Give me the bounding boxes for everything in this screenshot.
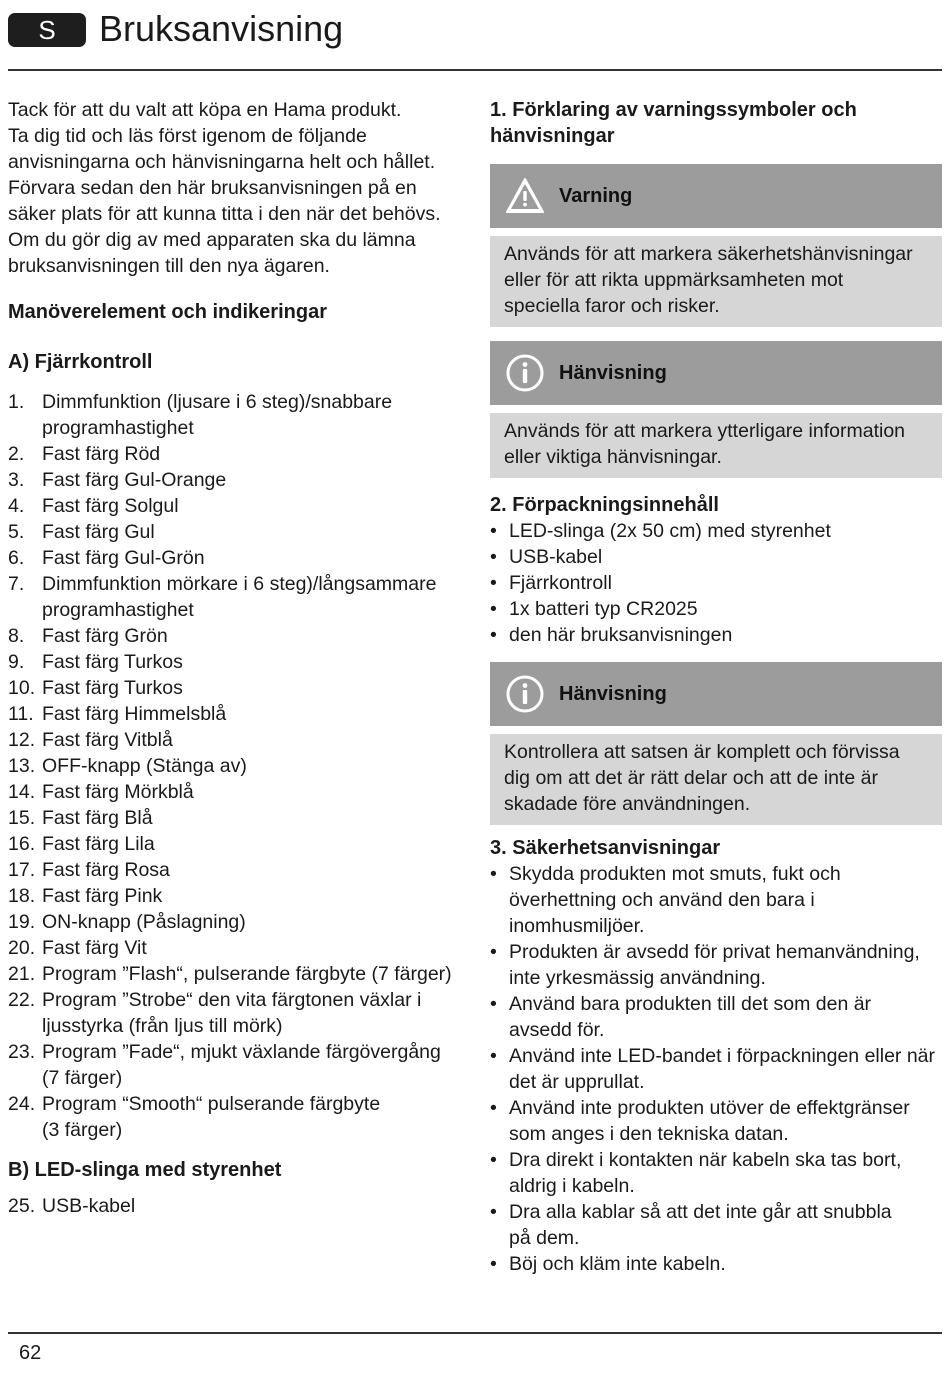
bullet-text-line: som anges i den tekniska datan. [509, 1123, 789, 1145]
bullet-text [509, 939, 942, 991]
item-text [42, 389, 463, 441]
item-text-line: Fast färg Röd [42, 443, 161, 465]
item-number: 7. [8, 573, 25, 595]
item-text-line: programhastighet [42, 599, 194, 621]
bullet-item [490, 939, 942, 991]
bullet-item [490, 1147, 942, 1199]
item-text-line: Fast färg Turkos [42, 677, 183, 699]
intro-paragraph [8, 97, 463, 279]
item-number: 9. [8, 651, 25, 673]
section1-heading-line: 1. Förklaring av varningssymboler och [490, 99, 857, 121]
bullet-text-line: Fjärrkontroll [509, 572, 612, 594]
bullet-text-line: Skydda produkten mot smuts, fukt och [509, 863, 841, 885]
item-text-line: Program “Smooth“ pulserande färgbyte [42, 1093, 381, 1115]
intro-line: Tack för att du valt att köpa en Hama produkt. [8, 99, 402, 121]
controls-heading: Manöverelement och indikeringar [8, 301, 327, 323]
left-column [8, 97, 463, 1219]
item-number: 20. [8, 937, 36, 959]
item-text [42, 519, 463, 545]
bullet-text [509, 1043, 942, 1095]
section1-heading [490, 97, 942, 149]
bullet-marker: • [490, 1149, 497, 1171]
warning-body [490, 236, 942, 327]
list-item [8, 961, 463, 987]
item-number: 25. [8, 1195, 36, 1217]
bullet-text [509, 1199, 942, 1251]
item-number: 2. [8, 443, 25, 465]
bullet-marker: • [490, 1045, 497, 1067]
bullet-text-line: aldrig i kabeln. [509, 1175, 635, 1197]
bullet-text-line: Dra direkt i kontakten när kabeln ska tas bort, [509, 1149, 902, 1171]
list-item [8, 493, 463, 519]
notice-line: eller viktiga hänvisningar. [504, 446, 722, 468]
item-number: 3. [8, 469, 25, 491]
item-text-line: OFF-knapp (Stänga av) [42, 755, 247, 777]
item-number: 16. [8, 833, 36, 855]
notice-line: Kontrollera att satsen är komplett och förvissa [504, 741, 900, 763]
bullet-text-line: den här bruksanvisningen [509, 624, 733, 646]
bullet-marker: • [490, 1201, 497, 1223]
item-text [42, 1193, 463, 1219]
item-text [42, 1091, 463, 1143]
item-number: 1. [8, 391, 25, 413]
remote-control-list [8, 389, 463, 1143]
led-heading: B) LED-slinga med styrenhet [8, 1159, 282, 1181]
intro-line: anvisningarna och hänvisningarna helt och hållet. [8, 151, 436, 173]
bullet-text-line: Använd inte LED-bandet i förpackningen eller när [509, 1045, 936, 1067]
bullet-item [490, 991, 942, 1043]
bullet-item [490, 518, 942, 544]
item-text-line: ljusstyrka (från ljus till mörk) [42, 1015, 283, 1037]
section1-heading-line: hänvisningar [490, 125, 615, 147]
list-item [8, 701, 463, 727]
intro-line: säker plats för att kunna titta i den när det behövs. [8, 203, 441, 225]
item-text-line: Dimmfunktion (ljusare i 6 steg)/snabbare [42, 391, 393, 413]
list-item [8, 389, 463, 441]
page-number: 62 [19, 1342, 42, 1364]
item-text [42, 909, 463, 935]
intro-line: Förvara sedan den här bruksanvisningen på en [8, 177, 417, 199]
bullet-text [509, 1251, 942, 1277]
item-text-line: Fast färg Pink [42, 885, 163, 907]
bullet-item [490, 544, 942, 570]
item-number: 13. [8, 755, 36, 777]
notice-title: Hänvisning [559, 682, 667, 705]
warning-triangle-icon [505, 176, 545, 216]
list-item [8, 467, 463, 493]
list-item [8, 1193, 463, 1219]
bullet-text [509, 1147, 942, 1199]
item-text-line: (3 färger) [42, 1119, 123, 1141]
bullet-text-line: på dem. [509, 1227, 580, 1249]
bullet-item [490, 596, 942, 622]
item-text [42, 987, 463, 1039]
item-text-line: Dimmfunktion mörkare i 6 steg)/långsammare [42, 573, 437, 595]
bullet-text [509, 861, 942, 939]
item-text [42, 571, 463, 623]
item-text-line: Fast färg Himmelsblå [42, 703, 227, 725]
bullet-marker: • [490, 520, 497, 542]
notice-title: Hänvisning [559, 361, 667, 384]
bullet-text [509, 991, 942, 1043]
info-icon [505, 674, 545, 714]
item-text [42, 961, 463, 987]
list-item [8, 441, 463, 467]
item-text [42, 935, 463, 961]
list-item [8, 753, 463, 779]
language-badge: S [8, 13, 86, 47]
bullet-marker: • [490, 624, 497, 646]
remote-heading: A) Fjärrkontroll [8, 351, 153, 373]
notice-body [490, 734, 942, 825]
warning-box [490, 164, 942, 327]
bullet-text-line: inomhusmiljöer. [509, 915, 645, 937]
list-item [8, 1091, 463, 1143]
warning-line: Används för att markera säkerhetshänvisningar [504, 243, 913, 265]
item-text [42, 779, 463, 805]
warning-header [490, 164, 942, 228]
bullet-item [490, 570, 942, 596]
bullet-item [490, 1043, 942, 1095]
item-text-line: Fast färg Gul-Grön [42, 547, 205, 569]
item-text [42, 753, 463, 779]
item-text-line: Fast färg Solgul [42, 495, 179, 517]
item-number: 5. [8, 521, 25, 543]
item-text-line: Fast färg Mörkblå [42, 781, 194, 803]
section3-heading: 3. Säkerhetsanvisningar [490, 837, 721, 859]
item-text [42, 805, 463, 831]
safety-instructions-list [490, 861, 942, 1277]
bullet-text-line: avsedd för. [509, 1019, 605, 1041]
bullet-text [509, 622, 942, 648]
item-text [42, 883, 463, 909]
item-number: 4. [8, 495, 25, 517]
item-text-line: Fast färg Lila [42, 833, 155, 855]
bullet-text-line: 1x batteri typ CR2025 [509, 598, 698, 620]
list-item [8, 1039, 463, 1091]
package-contents-list [490, 518, 942, 648]
item-number: 21. [8, 963, 36, 985]
bullet-text [509, 1095, 942, 1147]
notice-body [490, 413, 942, 478]
intro-line: Om du gör dig av med apparaten ska du lämna [8, 229, 416, 251]
footer-divider [8, 1332, 942, 1334]
bullet-text [509, 596, 942, 622]
item-number: 22. [8, 989, 36, 1011]
bullet-marker: • [490, 863, 497, 885]
info-icon [505, 353, 545, 393]
bullet-item [490, 1199, 942, 1251]
item-text-line: ON-knapp (Påslagning) [42, 911, 246, 933]
item-number: 17. [8, 859, 36, 881]
item-text-line: Fast färg Gul-Orange [42, 469, 227, 491]
item-text [42, 857, 463, 883]
warning-line: eller för att rikta uppmärksamheten mot [504, 269, 844, 291]
item-text-line: Fast färg Vitblå [42, 729, 173, 751]
bullet-text-line: USB-kabel [509, 546, 603, 568]
section2-heading: 2. Förpackningsinnehåll [490, 494, 719, 516]
item-text-line: (7 färger) [42, 1067, 123, 1089]
item-text [42, 623, 463, 649]
item-text-line: Fast färg Gul [42, 521, 155, 543]
list-item [8, 935, 463, 961]
bullet-text-line: det är upprullat. [509, 1071, 645, 1093]
header-divider [8, 69, 942, 71]
list-item [8, 987, 463, 1039]
bullet-text-line: LED-slinga (2x 50 cm) med styrenhet [509, 520, 831, 542]
list-item [8, 831, 463, 857]
bullet-text-line: Använd inte produkten utöver de effektgränser [509, 1097, 910, 1119]
list-item [8, 805, 463, 831]
item-text [42, 1039, 463, 1091]
page-header [8, 10, 942, 50]
warning-title: Varning [559, 184, 633, 207]
item-number: 14. [8, 781, 36, 803]
bullet-text-line: Dra alla kablar så att det inte går att snubbla [509, 1201, 892, 1223]
notice-header [490, 341, 942, 405]
item-text-line: Fast färg Blå [42, 807, 153, 829]
bullet-item [490, 1095, 942, 1147]
item-number: 10. [8, 677, 36, 699]
item-text-line: Fast färg Grön [42, 625, 168, 647]
bullet-text-line: överhettning och använd den bara i [509, 889, 815, 911]
bullet-marker: • [490, 598, 497, 620]
list-item [8, 727, 463, 753]
bullet-text [509, 544, 942, 570]
bullet-marker: • [490, 1097, 497, 1119]
bullet-marker: • [490, 1253, 497, 1275]
page-title: Bruksanvisning [99, 8, 344, 49]
item-text-line: Fast färg Rosa [42, 859, 170, 881]
list-item [8, 779, 463, 805]
item-number: 18. [8, 885, 36, 907]
item-number: 23. [8, 1041, 36, 1063]
item-text-line: programhastighet [42, 417, 194, 439]
intro-line: Ta dig tid och läs först igenom de följande [8, 125, 367, 147]
item-number: 24. [8, 1093, 36, 1115]
item-text [42, 441, 463, 467]
item-number: 11. [8, 703, 34, 725]
bullet-text [509, 570, 942, 596]
bullet-text [509, 518, 942, 544]
bullet-text-line: Produkten är avsedd för privat hemanvändning, [509, 941, 920, 963]
list-item [8, 883, 463, 909]
item-text [42, 831, 463, 857]
bullet-text-line: inte yrkesmässig användning. [509, 967, 766, 989]
notice-line: Används för att markera ytterligare information [504, 420, 906, 442]
bullet-text-line: Böj och kläm inte kabeln. [509, 1253, 726, 1275]
warning-line: speciella faror och risker. [504, 295, 720, 317]
list-item [8, 571, 463, 623]
item-text [42, 545, 463, 571]
item-number: 8. [8, 625, 25, 647]
list-item [8, 649, 463, 675]
bullet-item [490, 861, 942, 939]
list-item [8, 909, 463, 935]
item-text [42, 727, 463, 753]
bullet-marker: • [490, 993, 497, 1015]
item-number: 12. [8, 729, 36, 751]
item-text [42, 493, 463, 519]
bullet-item [490, 622, 942, 648]
list-item [8, 623, 463, 649]
bullet-marker: • [490, 941, 497, 963]
item-text-line: Program ”Strobe“ den vita färgtonen växlar i [42, 989, 422, 1011]
list-item [8, 675, 463, 701]
item-text [42, 675, 463, 701]
item-text-line: Fast färg Turkos [42, 651, 183, 673]
item-text-line: Program ”Fade“, mjukt växlande färgövergång [42, 1041, 441, 1063]
item-text-line: Program ”Flash“, pulserande färgbyte (7 färger) [42, 963, 452, 985]
bullet-marker: • [490, 572, 497, 594]
led-strip-list [8, 1193, 463, 1219]
item-text [42, 701, 463, 727]
item-number: 15. [8, 807, 36, 829]
notice-line: skadade före användningen. [504, 793, 751, 815]
item-text [42, 467, 463, 493]
notice-line: dig om att det är rätt delar och att de inte är [504, 767, 878, 789]
item-text-line: USB-kabel [42, 1195, 136, 1217]
list-item [8, 857, 463, 883]
bullet-item [490, 1251, 942, 1277]
notice-box [490, 341, 942, 478]
list-item [8, 545, 463, 571]
list-item [8, 519, 463, 545]
notice-box [490, 662, 942, 825]
right-column [490, 97, 942, 1277]
bullet-marker: • [490, 546, 497, 568]
item-text-line: Fast färg Vit [42, 937, 147, 959]
bullet-text-line: Använd bara produkten till det som den är [509, 993, 872, 1015]
item-text [42, 649, 463, 675]
item-number: 6. [8, 547, 25, 569]
item-number: 19. [8, 911, 36, 933]
intro-line: bruksanvisningen till den nya ägaren. [8, 255, 330, 277]
notice-header [490, 662, 942, 726]
